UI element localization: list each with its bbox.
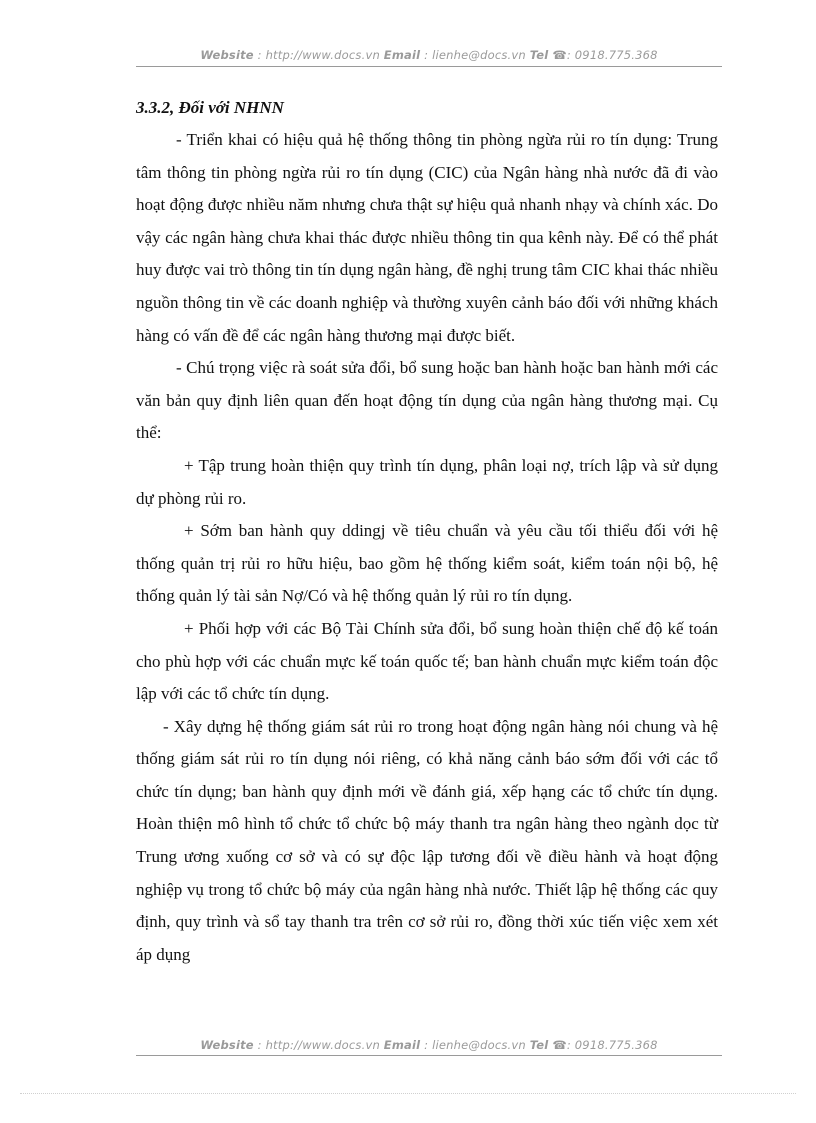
header-email-label: Email bbox=[383, 48, 421, 62]
footer-divider bbox=[136, 1055, 722, 1056]
page-header bbox=[136, 48, 722, 62]
header-website-link[interactable]: : http://www.docs.vn bbox=[257, 48, 380, 62]
page-body bbox=[136, 92, 718, 971]
footer-email-label: Email bbox=[383, 1038, 421, 1052]
phone-icon: ☎ bbox=[552, 48, 567, 62]
body-paragraph: + Sớm ban hành quy ddingj về tiêu chuẩn và yêu cầu tối thiểu đối với hệ thống quản trị rủi ro hữu hiệu, bao gồm hệ thống kiểm soát, kiểm toán nội bộ, hệ thống quản lý tài sản Nợ/Có và hệ thống quản lý rủi ro tín dụng. bbox=[136, 521, 718, 606]
body-paragraph: - Triển khai có hiệu quả hệ thống thông tin phòng ngừa rủi ro tín dụng: Trung tâm thông tin phòng ngừa rủi ro tín dụng (CIC) của Ngân hàng nhà nước đã đi vào hoạt động được nhiều năm nhưng chưa thật sự hiệu quả nhanh nhạy và chính xác. Do vậy các ngân hàng chưa khai thác được nhiều thông tin qua kênh này. Để có thể phát huy được vai trò thông tin tín dụng ngân hàng, đề nghị trung tâm CIC khai thác nhiều nguồn thông tin về các doanh nghiệp và thường xuyên cảnh báo đối với những khách hàng có vấn đề để các ngân hàng thương mại được biết. bbox=[136, 130, 718, 345]
header-email-link[interactable]: : lienhe@docs.vn bbox=[424, 48, 526, 62]
footer-website-link[interactable]: : http://www.docs.vn bbox=[257, 1038, 380, 1052]
body-paragraph: + Phối hợp với các Bộ Tài Chính sửa đổi, bổ sung hoàn thiện chế độ kế toán cho phù hợp với các chuẩn mực kế toán quốc tế; ban hành chuẩn mực kiểm toán độc lập với các tổ chức tín dụng. bbox=[136, 618, 718, 704]
body-paragraph: - Xây dựng hệ thống giám sát rủi ro trong hoạt động ngân hàng nói chung và hệ thống giám sát rủi ro tín dụng nói riêng, có khả năng cảnh báo sớm đối với các tổ chức tín dụng; ban hành quy định mới về đánh giá, xếp hạng các tổ chức tín dụng. Hoàn thiện mô hình tổ chức tổ chức bộ máy thanh tra ngân hàng theo ngành dọc từ Trung ương xuống cơ sở và có sự độc lập tương đối về điều hành và hoạt động nghiệp vụ trong tổ chức bộ máy của ngân hàng nhà nước. Thiết lập hệ thống các quy định, quy trình và sổ tay thanh tra trên cơ sở rủi ro, đồng thời xúc tiến việc xem xét áp dụng bbox=[136, 716, 718, 964]
body-paragraph: - Chú trọng việc rà soát sửa đổi, bổ sung hoặc ban hành hoặc ban hành mới các văn bản quy định liên quan đến hoạt động tín dụng của ngân hàng thương mại. Cụ thể: bbox=[136, 358, 718, 443]
section-heading: 3.3.2, Đối với NHNN bbox=[136, 98, 284, 117]
body-paragraph: + Tập trung hoàn thiện quy trình tín dụng, phân loại nợ, trích lập và sử dụng dự phòng rủi ro. bbox=[136, 455, 718, 508]
header-tel-value: : 0918.775.368 bbox=[566, 48, 658, 62]
footer-tel-label: Tel bbox=[529, 1038, 549, 1052]
footer-website-label: Website bbox=[200, 1038, 254, 1052]
page-footer bbox=[136, 1038, 722, 1052]
header-divider bbox=[136, 66, 722, 67]
footer-tel-value: : 0918.775.368 bbox=[566, 1038, 658, 1052]
phone-icon: ☎ bbox=[552, 1038, 567, 1052]
header-tel-label: Tel bbox=[529, 48, 549, 62]
header-website-label: Website bbox=[200, 48, 254, 62]
footer-email-link[interactable]: : lienhe@docs.vn bbox=[424, 1038, 526, 1052]
page-edge-divider bbox=[20, 1093, 796, 1094]
